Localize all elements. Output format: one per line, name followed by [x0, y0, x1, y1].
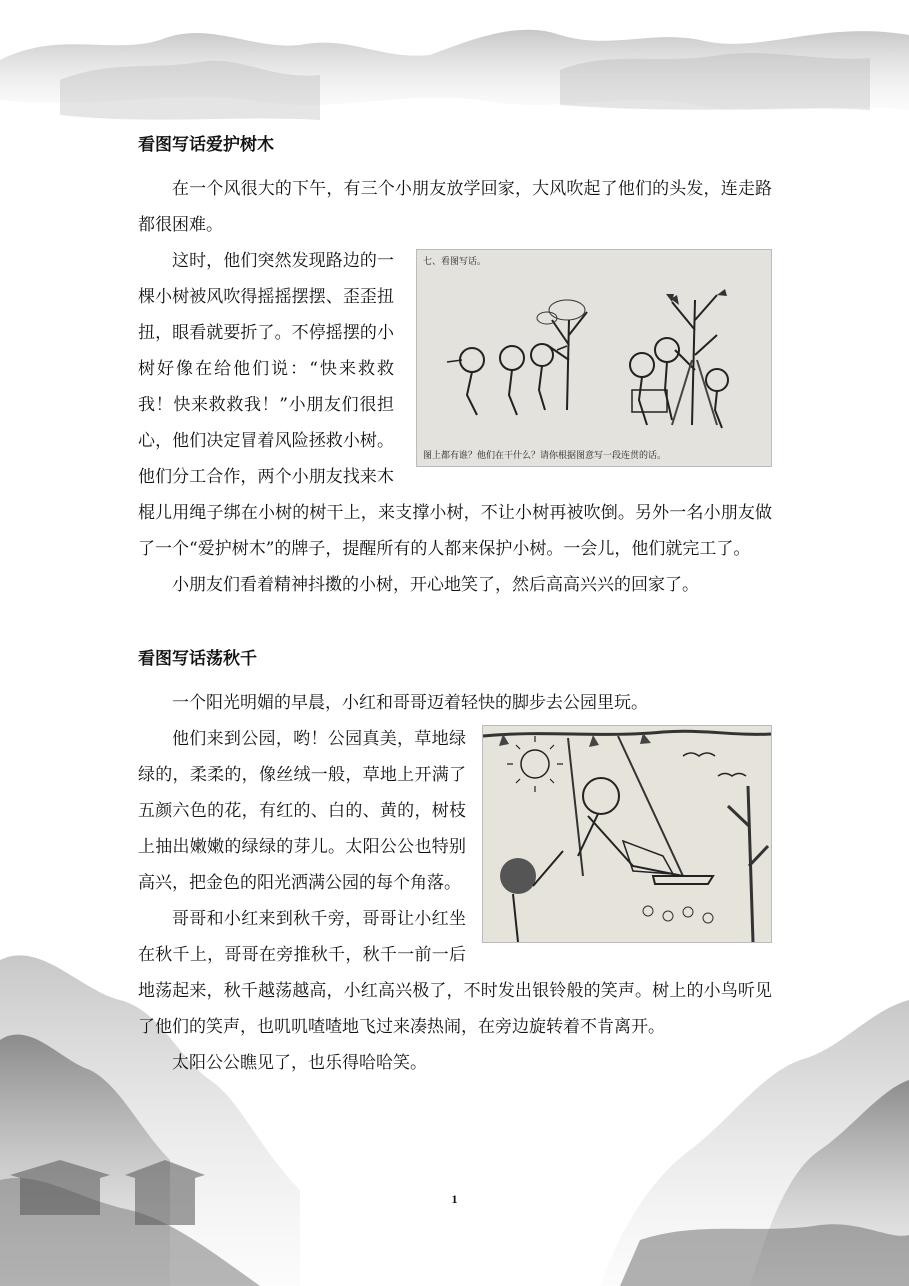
page-number: 1: [451, 1192, 458, 1206]
paragraph: 太阳公公瞧见了，也乐得哈哈笑。: [172, 1053, 427, 1073]
article-title: 看图写话爱护树木: [138, 135, 274, 155]
paragraph: 他们来到公园，哟！公园真美，草地绿绿的，柔柔的，像丝绒一般，草地上开满了五颜六色的花，有红的、白的、黄的，树枝上抽出嫩嫩的绿绿的芽儿。太阳公公也特别高兴，把金色的阳光洒满公园的每个角落。: [138, 729, 466, 893]
paragraph: 一个阳光明媚的早晨，小红和哥哥迈着轻快的脚步去公园里玩。: [172, 693, 648, 713]
paragraph: 在一个风很大的下午，有三个小朋友放学回家，大风吹起了他们的头发，连走路都很困难。: [138, 179, 772, 235]
figure-header: 七、看图写话。: [423, 257, 487, 267]
illustration-swing: [482, 725, 772, 943]
figure-caption: 图上都有谁？他们在干什么？请你根据图意写一段连贯的话。: [423, 451, 667, 461]
article-swing: [138, 641, 772, 1081]
article-protect-trees: [138, 127, 772, 603]
paragraph: 小朋友们看着精神抖擞的小树，开心地笑了，然后高高兴兴的回家了。: [172, 575, 699, 595]
article-title: 看图写话荡秋千: [138, 649, 257, 669]
illustration-protect-trees: [416, 249, 772, 467]
paragraph: 这时，他们突然发现路边的一棵小树被风吹得摇摇摆摆、歪歪扭扭，眼看就要折了。不停摇摆的小树好像在给他们说：“快来救救我！快来救救我！”小朋友们很担心，他们决定冒着风险拯救小树。他们分工合作，两个小朋友找来木棍儿用绳子绑在小树的树干上，来支撑小树，不让小树再被吹倒。另外一名小朋友做了一个“爱护树木”的牌子，提醒所有的人都来保护小树。一会儿，他们就完工了。: [138, 251, 772, 559]
paragraph: 哥哥和小红来到秋千旁，哥哥让小红坐在秋千上，哥哥在旁推秋千，秋千一前一后地荡起来，秋千越荡越高，小红高兴极了，不时发出银铃般的笑声。树上的小鸟听见了他们的笑声，也叽叽喳喳地飞过来凑热闹，在旁边旋转着不肯离开。: [138, 909, 772, 1037]
